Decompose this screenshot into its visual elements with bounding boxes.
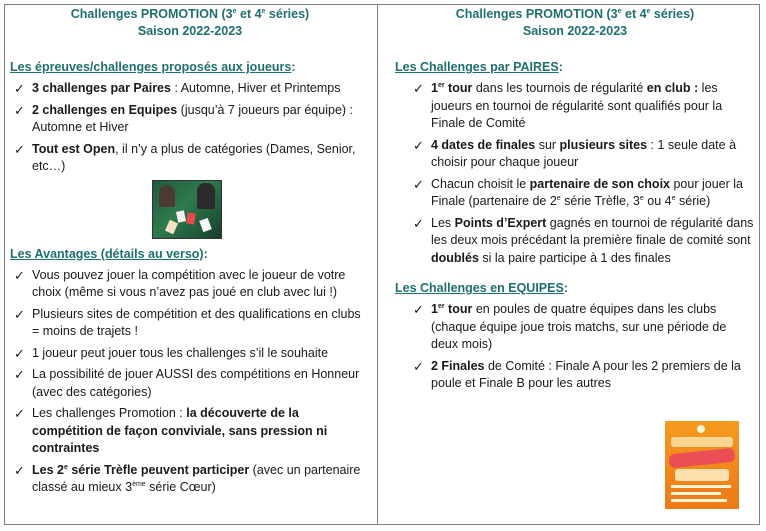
section-heading-paires: Les Challenges par PAIRES:: [395, 60, 563, 74]
check-icon: ✓: [413, 176, 424, 192]
check-icon: ✓: [413, 137, 424, 153]
list-item: ✓ 3 challenges par Paires : Automne, Hiver et Printemps: [14, 81, 341, 96]
list-item: ✓ 2 challenges en Equipes (jusqu’à 7 joueurs par équipe) : Automne et Hiver: [14, 102, 354, 134]
check-icon: ✓: [413, 81, 424, 96]
check-icon: ✓: [14, 267, 25, 283]
check-icon: ✓: [14, 306, 25, 322]
list-item: ✓ Les challenges Promotion : la découverte de la compétition de façon conviviale, sans pression ni contraintes: [14, 406, 328, 455]
list-item: ✓ 2 Finales de Comité : Finale A pour les 2 premiers de la poule et Finale B pour les autres: [413, 358, 741, 390]
list-item: ✓ 1er tour en poules de quatre équipes dans les clubs (chaque équipe joue trois matchs, sur une période de deux mois): [413, 302, 727, 351]
check-icon: ✓: [14, 406, 25, 421]
paires-list: [395, 80, 755, 267]
page-title-right: Challenges PROMOTION (3e et 4e séries): [455, 7, 695, 21]
check-icon: ✓: [14, 462, 25, 478]
right-column: [395, 6, 755, 397]
section-heading-avantages: Les Avantages (détails au verso):: [10, 246, 208, 261]
check-icon: ✓: [413, 302, 424, 317]
list-item: ✓ Vous pouvez jouer la compétition avec le joueur de votre choix (même si vous n’avez pas joué en club avec lui !): [14, 267, 346, 299]
list-item: ✓ 1er tour dans les tournois de régularité en club : les joueurs en tournoi de régularité sont qualifiés pour la Finale de Comité: [413, 81, 723, 130]
event-poster-image: [665, 421, 739, 509]
list-item: ✓ Plusieurs sites de compétition et des qualifications en clubs = moins de trajets !: [14, 306, 361, 338]
season-title-right: Saison 2022-2023: [522, 24, 628, 38]
list-item: ✓ La possibilité de jouer AUSSI des compétitions en Honneur (avec des catégories): [14, 367, 360, 399]
check-icon: ✓: [413, 358, 424, 374]
bridge-players-photo: [152, 180, 222, 239]
equipes-list: [395, 301, 755, 393]
check-icon: ✓: [14, 141, 25, 157]
list-item: ✓ Les 2e série Trèfle peuvent participer (avec un partenaire classé au mieux 3ème série Cœur): [14, 462, 361, 494]
check-icon: ✓: [14, 345, 25, 361]
list-item: ✓ Chacun choisit le partenaire de son choix pour jouer la Finale (partenaire de 2e série Trèfle, 3e ou 4e série): [413, 176, 743, 208]
epreuves-list: [10, 80, 370, 176]
list-item: ✓ 1 joueur peut jouer tous les challenges s’il le souhaite: [14, 345, 329, 361]
list-item: ✓ 4 dates de finales sur plusieurs sites : 1 seule date à choisir pour chaque joueur: [413, 137, 737, 169]
check-icon: ✓: [413, 215, 424, 231]
left-column: [10, 6, 370, 501]
check-icon: ✓: [14, 81, 25, 96]
page-title: Challenges PROMOTION (3e et 4e séries): [70, 7, 310, 21]
check-icon: ✓: [14, 367, 25, 382]
avantages-list: [10, 267, 370, 497]
list-item: ✓ Tout est Open, il n’y a plus de catégories (Dames, Senior, etc…): [14, 141, 356, 173]
season-title: Saison 2022-2023: [137, 24, 243, 38]
section-heading-epreuves: Les épreuves/challenges proposés aux joueurs:: [10, 60, 296, 74]
list-item: ✓ Les Points d’Expert gagnés en tournoi de régularité dans les deux mois précédant la première finale de comité sont doublés si la paire participe à 1 des finales: [413, 215, 754, 265]
section-heading-equipes: Les Challenges en EQUIPES:: [395, 281, 568, 295]
check-icon: ✓: [14, 102, 25, 118]
column-divider: [377, 4, 378, 525]
